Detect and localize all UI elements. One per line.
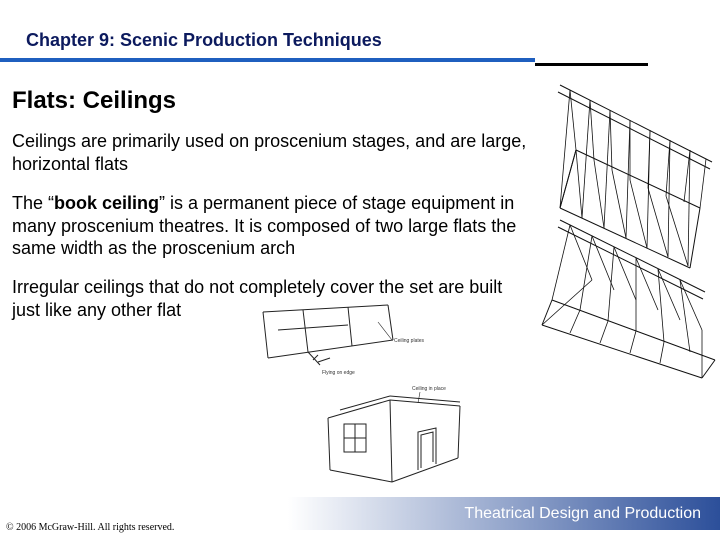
chapter-header: Chapter 9: Scenic Production Techniques — [26, 30, 382, 50]
ceiling-in-place-illustration — [320, 378, 480, 488]
footer-book-title: Theatrical Design and Production — [464, 505, 701, 522]
header-rule-black — [535, 63, 648, 66]
callout-ceiling-in-place: Ceiling in place — [412, 386, 446, 392]
header-rule-blue — [0, 58, 535, 62]
slide-title: Flats: Ceilings — [12, 87, 177, 114]
paragraph-book-ceiling-end: ” is a permanent piece of stage equipment in many proscenium theatres. It is composed of two large flats the same width as the proscenium arch — [12, 193, 517, 258]
paragraph-book-ceiling — [12, 192, 532, 260]
paragraph-ceilings: Ceilings are primarily used on proscenium stages, and are large, horizontal flats — [12, 131, 527, 174]
callout-flying-on-edge: Flying on edge — [322, 370, 355, 376]
callout-ceiling-plates: Ceiling plates — [394, 338, 425, 344]
book-ceiling-term: book ceiling — [54, 193, 160, 213]
paragraph-book-ceiling-start: The “ — [12, 193, 55, 213]
book-ceiling-illustration — [530, 80, 720, 380]
copyright-notice: © 2006 McGraw-Hill. All rights reserved. — [6, 522, 175, 533]
ceiling-plates-illustration — [258, 300, 428, 380]
paragraph-irregular-ceilings: Irregular ceilings that do not completely cover the set are built just like any other flat — [12, 277, 503, 320]
